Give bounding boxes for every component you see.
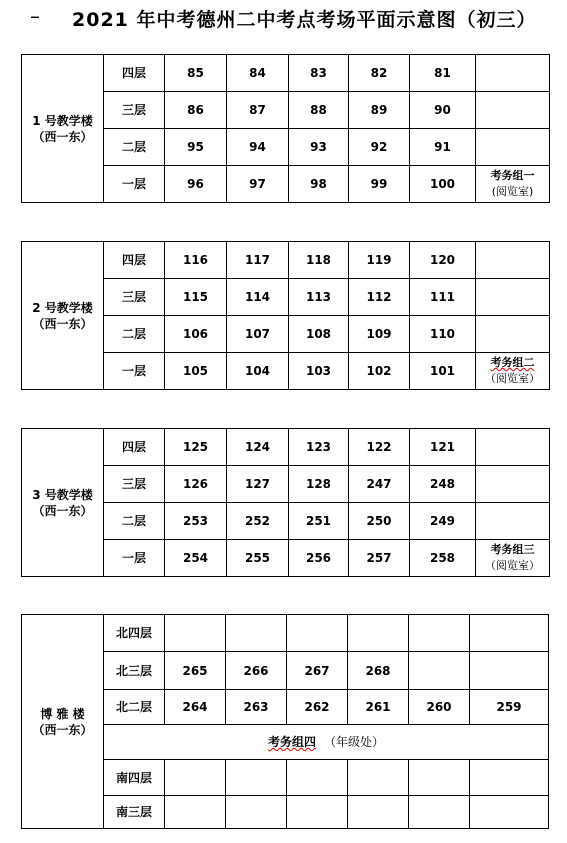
building-name: 博 雅 楼: [40, 706, 85, 721]
room-cell: 97: [227, 166, 289, 203]
floor-label: 一层: [104, 540, 165, 577]
exam-office-name: 考务组三: [490, 543, 535, 556]
building-name: 2 号教学楼: [32, 300, 93, 315]
room-cell: [165, 796, 226, 829]
room-cell: 259: [470, 690, 549, 725]
room-cell: [476, 92, 550, 129]
room-cell: [470, 652, 549, 690]
room-cell: 92: [349, 129, 410, 166]
room-cell: 109: [349, 316, 410, 353]
room-cell: 108: [289, 316, 349, 353]
floor-label: 一层: [104, 166, 165, 203]
floor-label: 南三层: [104, 796, 165, 829]
room-cell: 98: [289, 166, 349, 203]
floor-label: 三层: [104, 279, 165, 316]
room-cell: 127: [227, 466, 289, 503]
room-cell: 264: [165, 690, 226, 725]
floor-label: 北二层: [104, 690, 165, 725]
room-cell: 118: [289, 242, 349, 279]
room-cell: 126: [165, 466, 227, 503]
room-cell: [226, 760, 287, 796]
room-cell: 88: [289, 92, 349, 129]
room-cell: [348, 760, 409, 796]
building-name: 1 号教学楼: [32, 113, 93, 128]
room-cell: 89: [349, 92, 410, 129]
floor-label: 四层: [104, 242, 165, 279]
room-cell: 263: [226, 690, 287, 725]
floor-label: 四层: [104, 429, 165, 466]
exam-office-name: 考务组一: [490, 169, 535, 182]
room-cell: [165, 615, 226, 652]
building-name-cell: [22, 615, 104, 829]
room-cell: [476, 466, 550, 503]
room-cell: 85: [165, 55, 227, 92]
room-cell: 258: [410, 540, 476, 577]
room-cell: 107: [227, 316, 289, 353]
room-cell: [165, 760, 226, 796]
room-cell: 260: [409, 690, 470, 725]
room-cell: 119: [349, 242, 410, 279]
room-cell: 96: [165, 166, 227, 203]
room-cell: 266: [226, 652, 287, 690]
room-cell: [409, 760, 470, 796]
exam-office-place: （阅览室）: [485, 372, 540, 385]
building-direction: （西一东）: [32, 316, 93, 331]
exam-office-cell: [476, 166, 550, 203]
room-cell: [470, 615, 549, 652]
room-cell: [287, 615, 348, 652]
building-direction: （西一东）: [32, 129, 93, 144]
floor-label: 四层: [104, 55, 165, 92]
exam-office-note: （年级处）: [324, 735, 385, 749]
exam-office-name: 考务组四: [267, 735, 316, 749]
room-cell: [476, 503, 550, 540]
room-cell: [476, 429, 550, 466]
floor-label: 三层: [104, 466, 165, 503]
room-cell: [348, 615, 409, 652]
exam-office-place: (阅览室): [491, 185, 534, 198]
room-cell: 267: [287, 652, 348, 690]
building-name-cell: [22, 429, 104, 577]
room-cell: [409, 652, 470, 690]
room-cell: 111: [410, 279, 476, 316]
room-cell: [226, 796, 287, 829]
room-cell: [476, 316, 550, 353]
room-cell: 95: [165, 129, 227, 166]
room-cell: 94: [227, 129, 289, 166]
room-cell: 125: [165, 429, 227, 466]
room-cell: 83: [289, 55, 349, 92]
room-cell: [409, 615, 470, 652]
building-name: 3 号教学楼: [32, 487, 93, 502]
room-cell: [470, 796, 549, 829]
room-cell: 81: [410, 55, 476, 92]
boya-building-table: [21, 614, 549, 829]
room-cell: [476, 242, 550, 279]
floor-label: 北四层: [104, 615, 165, 652]
room-cell: 251: [289, 503, 349, 540]
room-cell: [470, 760, 549, 796]
building-direction: （西一东）: [32, 503, 93, 518]
room-cell: 123: [289, 429, 349, 466]
room-cell: [287, 760, 348, 796]
room-cell: 82: [349, 55, 410, 92]
room-cell: 265: [165, 652, 226, 690]
room-cell: 110: [410, 316, 476, 353]
room-cell: 248: [410, 466, 476, 503]
room-cell: [476, 129, 550, 166]
room-cell: 128: [289, 466, 349, 503]
floor-label: 三层: [104, 92, 165, 129]
exam-office-name: 考务组二: [490, 356, 535, 369]
room-cell: 106: [165, 316, 227, 353]
room-cell: 253: [165, 503, 227, 540]
room-cell: 120: [410, 242, 476, 279]
room-cell: 99: [349, 166, 410, 203]
room-cell: 116: [165, 242, 227, 279]
room-cell: 101: [410, 353, 476, 390]
room-cell: 114: [227, 279, 289, 316]
room-cell: [476, 55, 550, 92]
floor-label: 二层: [104, 316, 165, 353]
building-2-table: [21, 241, 550, 390]
page-title: 2021 年中考德州二中考点考场平面示意图（初三）: [72, 9, 537, 31]
room-cell: 122: [349, 429, 410, 466]
room-cell: 113: [289, 279, 349, 316]
room-cell: 252: [227, 503, 289, 540]
title-dash: –: [30, 4, 40, 28]
room-cell: 104: [227, 353, 289, 390]
room-cell: 255: [227, 540, 289, 577]
building-name-cell: [22, 242, 104, 390]
room-cell: 254: [165, 540, 227, 577]
room-cell: [226, 615, 287, 652]
room-cell: 90: [410, 92, 476, 129]
room-cell: 262: [287, 690, 348, 725]
room-cell: [476, 279, 550, 316]
room-cell: 91: [410, 129, 476, 166]
room-cell: 102: [349, 353, 410, 390]
room-cell: 112: [349, 279, 410, 316]
building-direction: （西一东）: [32, 722, 93, 737]
building-1-table: [21, 54, 550, 203]
room-cell: 261: [348, 690, 409, 725]
room-cell: 121: [410, 429, 476, 466]
room-cell: [348, 796, 409, 829]
floor-label: 二层: [104, 129, 165, 166]
room-cell: 100: [410, 166, 476, 203]
room-cell: 103: [289, 353, 349, 390]
room-cell: 86: [165, 92, 227, 129]
room-cell: 247: [349, 466, 410, 503]
building-3-table: [21, 428, 550, 577]
exam-office-cell: [476, 353, 550, 390]
building-name-cell: [22, 55, 104, 203]
floor-label: 北三层: [104, 652, 165, 690]
room-cell: 84: [227, 55, 289, 92]
room-cell: 93: [289, 129, 349, 166]
floor-label: 南四层: [104, 760, 165, 796]
room-cell: 257: [349, 540, 410, 577]
room-cell: 256: [289, 540, 349, 577]
exam-office-place: （阅览室）: [485, 559, 540, 572]
room-cell: 250: [349, 503, 410, 540]
exam-office-wide-cell: [104, 725, 549, 760]
floor-label: 一层: [104, 353, 165, 390]
room-cell: 117: [227, 242, 289, 279]
room-cell: 115: [165, 279, 227, 316]
room-cell: [287, 796, 348, 829]
room-cell: 124: [227, 429, 289, 466]
floor-label: 二层: [104, 503, 165, 540]
exam-office-cell: [476, 540, 550, 577]
room-cell: [409, 796, 470, 829]
room-cell: 105: [165, 353, 227, 390]
room-cell: 268: [348, 652, 409, 690]
room-cell: 87: [227, 92, 289, 129]
room-cell: 249: [410, 503, 476, 540]
